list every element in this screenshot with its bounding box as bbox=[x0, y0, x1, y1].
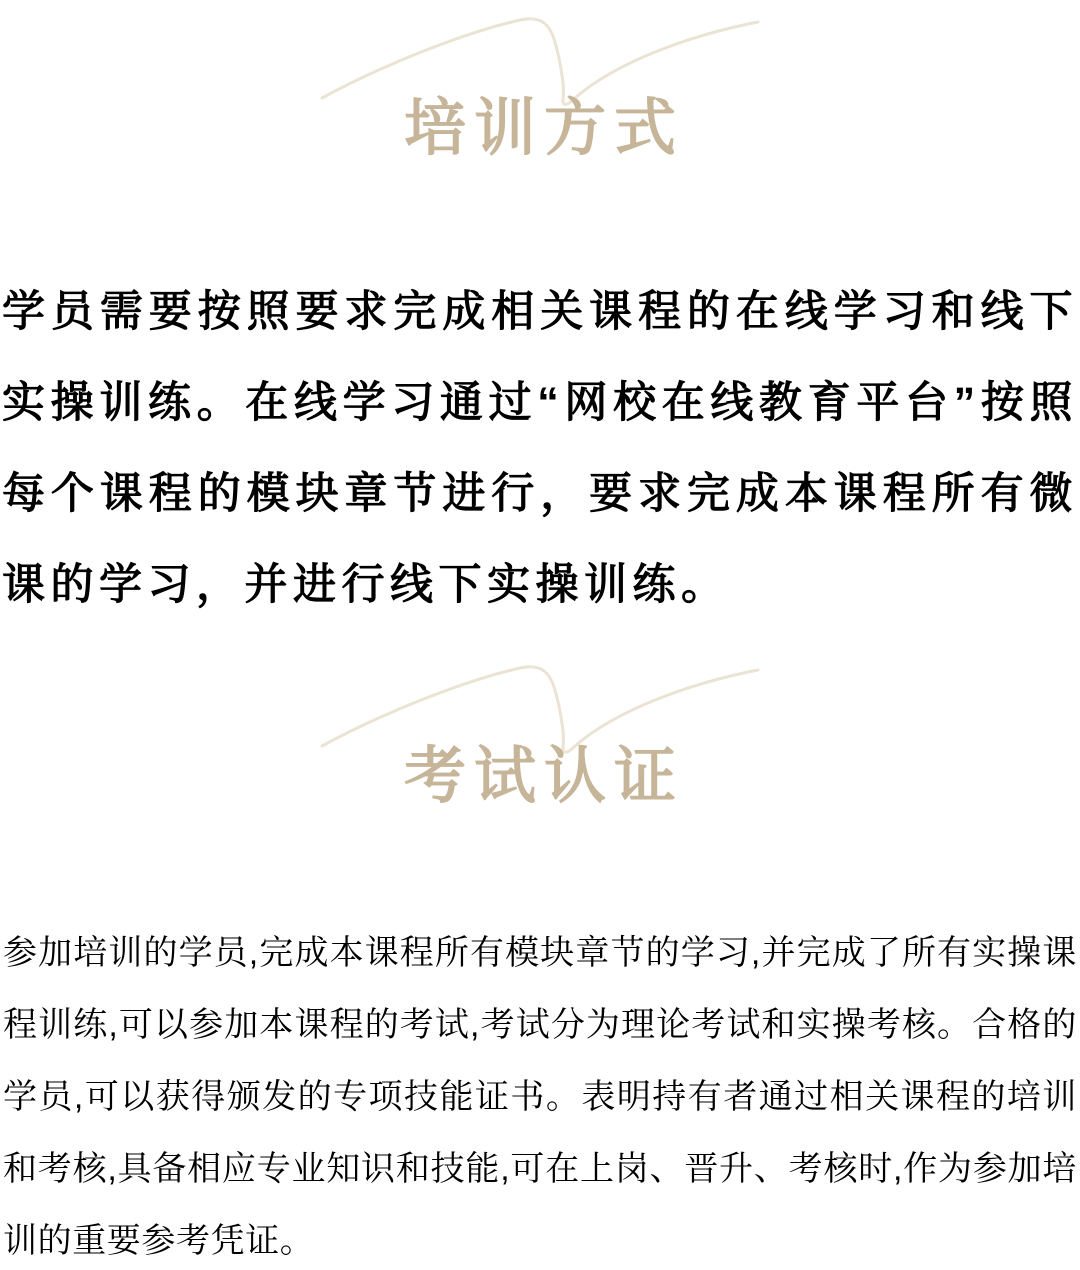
exam-certification-paragraph: 参加培训的学员,完成本课程所有模块章节的学习,并完成了所有实操课程训练,可以参加本课程的考试,考试分为理论考试和实操考核。合格的学员,可以获得颁发的专项技能证书。表明持有者通过相关课程的培训和考核,具备相应专业知识和技能,可在上岗、晋升、考核时,作为参加培训的重要参考凭证。 bbox=[3, 934, 1077, 1260]
section-title-training-method: 培训方式 bbox=[403, 94, 684, 163]
training-method-paragraph: 学员需要按照要求完成相关课程的在线学习和线下实操训练。在线学习通过“网校在线教育平台”按照每个课程的模块章节进行，要求完成本课程所有微课的学习，并进行线下实操训练。 bbox=[2, 288, 1078, 609]
section-title-exam-certification: 考试认证 bbox=[403, 742, 684, 811]
